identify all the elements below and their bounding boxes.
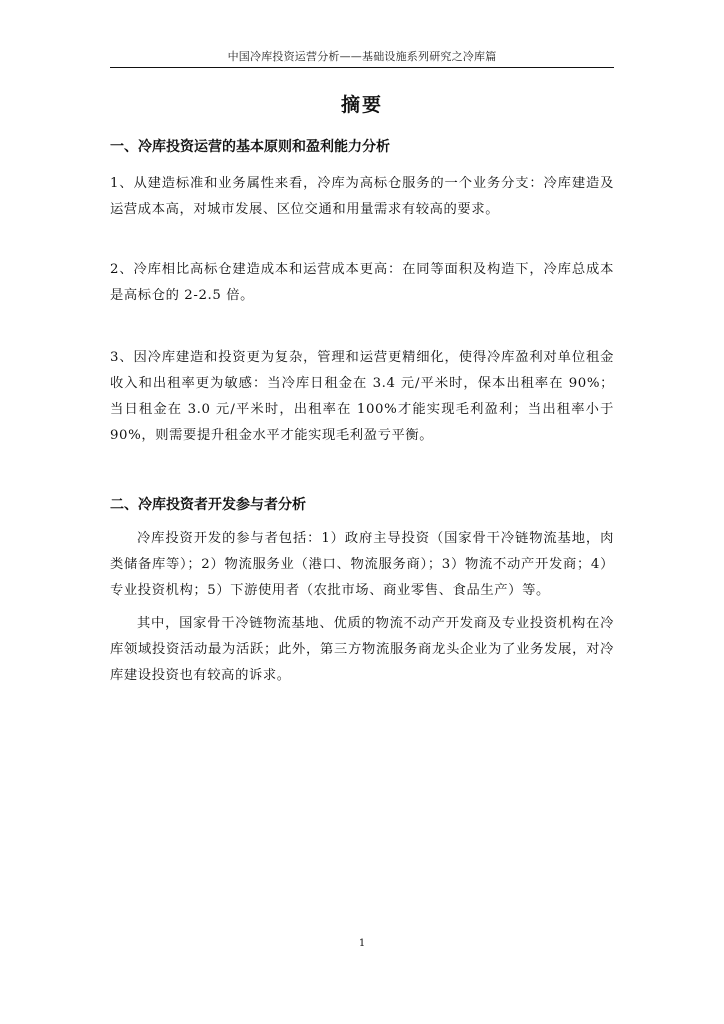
header-rule — [110, 67, 614, 68]
paragraph-1-3: 3、因冷库建造和投资更为复杂，管理和运营更精细化，使得冷库盈利对单位租金收入和出租率更为敏感：当冷库日租金在 3.4 元/平米时，保本出租率在 90%；当日租金在 3.0 元/平米时，出租率在 100%才能实现毛利盈利；当出租率小于 90%，则需要提升租金水平才能实现毛利盈亏平衡。 — [110, 350, 614, 443]
paragraph-2-2: 其中，国家骨干冷链物流基地、优质的物流不动产开发商及专业投资机构在冷库领域投资活动最为活跃；此外，第三方物流服务商龙头企业为了业务发展，对冷库建设投资也有较高的诉求。 — [110, 616, 614, 683]
running-header: 中国冷库投资运营分析——基础设施系列研究之冷库篇 — [227, 50, 497, 63]
paragraph-1-1: 1、从建造标准和业务属性来看，冷库为高标仓服务的一个业务分支：冷库建造及运营成本高，对城市发展、区位交通和用量需求有较高的要求。 — [110, 176, 614, 217]
paragraph-2-1: 冷库投资开发的参与者包括：1）政府主导投资（国家骨干冷链物流基地，肉类储备库等）；2）物流服务业（港口、物流服务商）；3）物流不动产开发商；4）专业投资机构；5）下游使用者（农批市场、商业零售、食品生产）等。 — [110, 531, 614, 598]
paragraph-1-2: 2、冷库相比高标仓建造成本和运营成本更高：在同等面积及构造下，冷库总成本是高标仓的 2-2.5 倍。 — [110, 262, 614, 303]
page-title: 摘要 — [340, 94, 383, 116]
section-heading-2: 二、冷库投资者开发参与者分析 — [110, 497, 306, 513]
section-heading-1: 一、冷库投资运营的基本原则和盈利能力分析 — [110, 139, 390, 155]
page-number: 1 — [358, 938, 366, 949]
